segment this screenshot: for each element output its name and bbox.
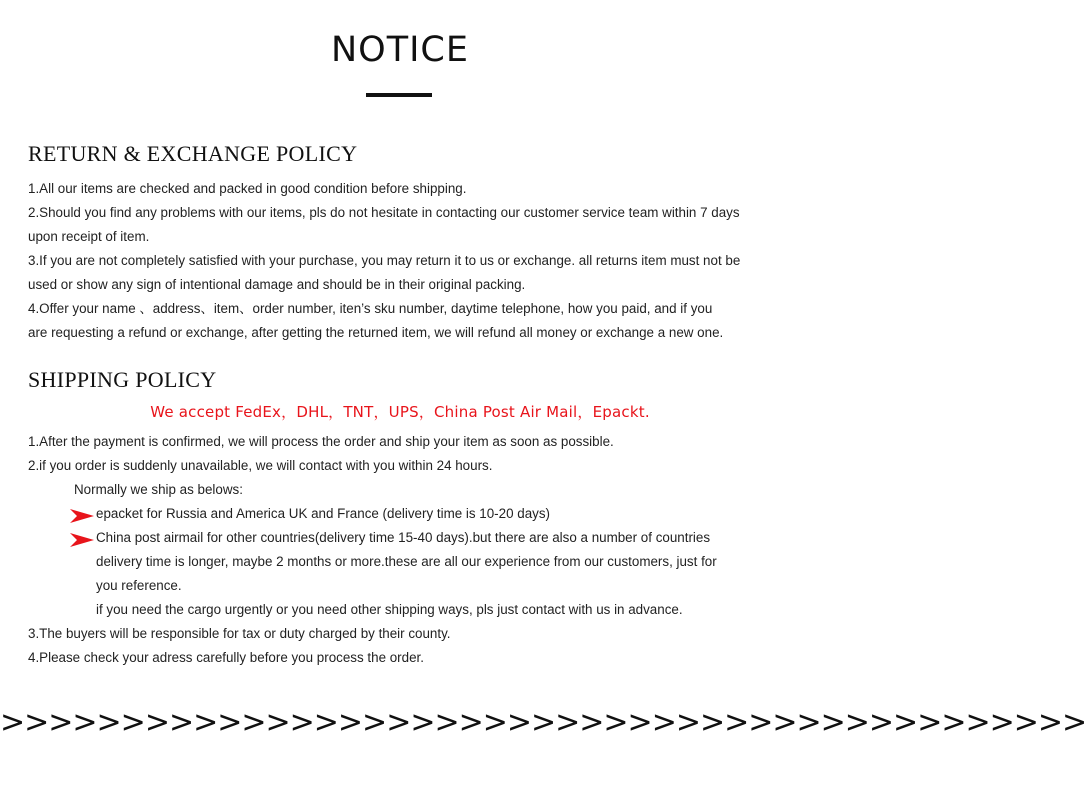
shipping-option-airmail-cont: you reference. xyxy=(96,578,182,593)
return-line: used or show any sign of intentional damage and should be in their original packing. xyxy=(28,277,526,292)
title-underline xyxy=(366,93,432,97)
red-arrow-icon xyxy=(70,509,94,523)
shipping-item-1: 1.After the payment is confirmed, we will process the order and ship your item as soon as possible. xyxy=(28,434,614,449)
accepted-carriers: We accept FedEx，DHL，TNT，UPS，China Post Air Mail，Epackt. xyxy=(150,403,650,421)
shipping-option-airmail: China post airmail for other countries(delivery time 15-40 days).but there are also a number of countries xyxy=(96,530,711,545)
shipping-item-2: 2.if you order is suddenly unavailable, we will contact with you within 24 hours. xyxy=(28,458,493,473)
return-line: are requesting a refund or exchange, after getting the returned item, we will refund all money or exchange a new one. xyxy=(28,325,724,340)
return-line: 4.Offer your name 、address、item、order number, iten’s sku number, daytime telephone, how you paid, and if you xyxy=(28,301,713,316)
shipping-option-epacket: epacket for Russia and America UK and France (delivery time is 10-20 days) xyxy=(96,506,550,521)
notice-title: NOTICE xyxy=(331,30,469,70)
return-policy-text xyxy=(28,177,778,345)
shipping-intro: Normally we ship as belows: xyxy=(74,482,243,497)
return-line: 1.All our items are checked and packed in good condition before shipping. xyxy=(28,181,467,196)
return-line: 2.Should you find any problems with our items, pls do not hesitate in contacting our customer service team within 7 days xyxy=(28,205,740,220)
return-line: 3.If you are not completely satisfied with your purchase, you may return it to us or exchange. all returns item must not be xyxy=(28,253,741,268)
shipping-item-4: 4.Please check your adress carefully before you process the order. xyxy=(28,650,424,665)
shipping-option-airmail-cont: delivery time is longer, maybe 2 months or more.these are all our experience from our customers, just for xyxy=(96,554,717,569)
chevron-border: >>>>>>>>>>>>>>>>>>>>>>>>>>>>>>>>>>>>>>>>>>>>> xyxy=(0,705,1086,740)
shipping-policy-heading: SHIPPING POLICY xyxy=(28,367,217,392)
shipping-urgent-note: if you need the cargo urgently or you need other shipping ways, pls just contact with us in advance. xyxy=(96,602,683,617)
return-policy-heading: RETURN & EXCHANGE POLICY xyxy=(28,141,358,166)
shipping-item-3: 3.The buyers will be responsible for tax or duty charged by their county. xyxy=(28,626,451,641)
return-line: upon receipt of item. xyxy=(28,229,150,244)
red-arrow-icon xyxy=(70,533,94,547)
